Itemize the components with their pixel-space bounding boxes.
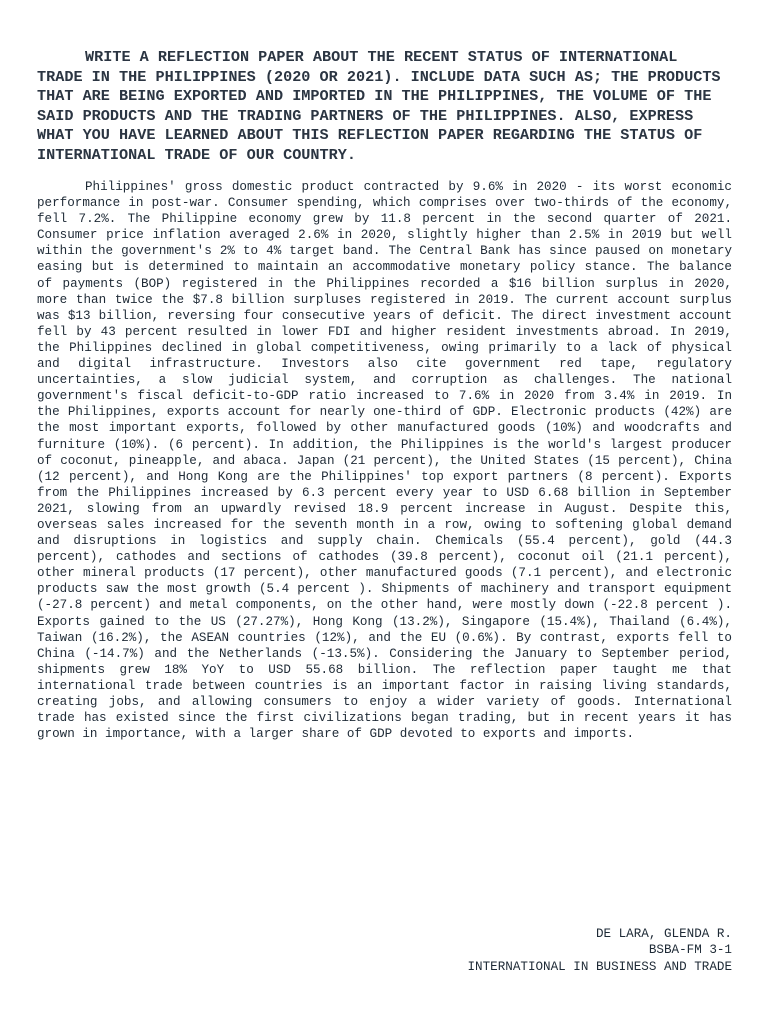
- author-name: DE LARA, GLENDA R.: [595, 927, 732, 941]
- course-title: INTERNATIONAL IN BUSINESS AND TRADE: [467, 959, 732, 974]
- reflection-body-paragraph: Philippines' gross domestic product contracted by 9.6% in 2020 - its worst economic performance in post-war. Consumer spending, which comprises over two-thirds of the economy, fell 7.2%. The Philippine economy grew by 11.8 percent in the second quarter of 2021. Consumer price inflation averaged 2.6% in 2020, slightly higher than 2.5% in 2019 but well within the government's 2% to 4% target band. The Central Bank has since paused on monetary easing but is determined to maintain an accommodative monetary policy stance. The balance of payments (BOP) registered in the Philippines recorded a $16 billion surplus in 2020, more than twice the $7.8 billion surpluses registered in 2019. The current account surplus was $13 billion, reversing four consecutive years of deficit. The direct investment account fell by 43 percent resulted in lower FDI and higher resident investments abroad. In 2019, the Philippines declined in global competitiveness, owing primarily to a lack of physical and digital infrastructure. Investors also cite government red tape, regulatory uncertainties, a slow judicial system, and corruption as challenges. The national government's fiscal deficit-to-GDP ratio increased to 7.6% in 2020 from 3.4% in 2019. In the Philippines, exports account for nearly one-third of GDP. Electronic products (42%) are the most important exports, followed by other manufactured goods (10%) and woodcrafts and furniture (10%). (6 percent). In addition, the Philippines is the world's largest producer of coconut, pineapple, and abaca. Japan (21 percent), the United States (15 percent), China (12 percent), and Hong Kong are the Philippines' top export partners (8 percent). Exports from the Philippines increased by 6.3 percent every year to USD 6.68 billion in September 2021, slowing from an upwardly revised 18.9 percent increase in August. Despite this, overseas sales increased for the seventh month in a row, owing to softening global demand and disruptions in logistics and supply chain. Chemicals (55.4 percent), gold (44.3 percent), cathodes and sections of cathodes (39.8 percent), coconut oil (21.1 percent), other mineral products (17 percent), other manufactured goods (7.1 percent), and electronic products saw the most growth (5.4 percent ). Shipments of machinery and transport equipment (-27.8 percent) and metal components, on the other hand, were mostly down (-22.8 percent ). Exports gained to the US (27.27%), Hong Kong (13.2%), Singapore (15.4%), Thailand (6.4%), Taiwan (16.2%), the ASEAN countries (12%), and the EU (0.6%). By contrast, exports fell to China (-14.7%) and the Netherlands (-13.5%). Considering the January to September period, shipments grew 18% YoY to USD 55.68 billion. The reflection paper taught me that international trade between countries is an important factor in raising living standards, creating jobs, and allowing consumers to enjoy a wider variety of goods. International trade has existed since the first civilizations began trading, but in recent years it has grown in importance, with a larger share of GDP devoted to exports and imports.: [37, 180, 732, 742]
- assignment-prompt-heading: WRITE A REFLECTION PAPER ABOUT THE RECENT STATUS OF INTERNATIONAL TRADE IN THE PHILIPPINES (2020 OR 2021). INCLUDE DATA SUCH AS; THE PRODUCTS THAT ARE BEING EXPORTED AND IMPORTED IN THE PHILIPPINES, THE VOLUME OF THE SAID PRODUCTS AND THE TRADING PARTNERS OF THE PHILIPPINES. ALSO, EXPRESS WHAT YOU HAVE LEARNED ABOUT THIS REFLECTION PAPER REGARDING THE STATUS OF INTERNATIONAL TRADE OF OUR COUNTRY.: [37, 48, 721, 164]
- document-page: [37, 48, 732, 742]
- author-signature-block: [467, 926, 732, 975]
- author-program-section: BSBA-FM 3-1: [648, 943, 732, 958]
